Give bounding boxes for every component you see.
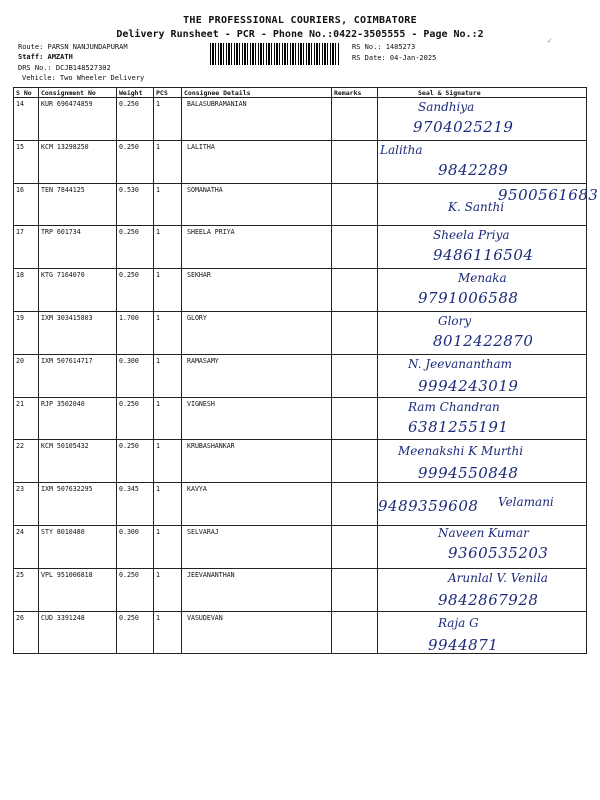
signature-phone: 9489359608 — [378, 497, 479, 516]
cell-consignee: RAMASAMY — [182, 354, 332, 397]
cell-signature — [378, 568, 587, 611]
cell-signature — [378, 226, 587, 269]
signature-name: Arunlal V. Venila — [448, 570, 548, 585]
cell-consignment: TRP 601734 — [39, 226, 117, 269]
cell-pcs: 1 — [154, 440, 182, 483]
company-title: THE PROFESSIONAL COURIERS, COIMBATORE — [183, 15, 417, 26]
col-pcs: PCS — [154, 88, 182, 98]
cell-consignment: RJP 3502040 — [39, 397, 117, 440]
signature-name: Sandhiya — [418, 100, 475, 114]
cell-consignment: KCM 13298250 — [39, 140, 117, 183]
signature-phone: 9994550848 — [418, 464, 519, 483]
corner-mark: ✓ — [547, 36, 552, 45]
table-row — [14, 140, 587, 183]
cell-consignment: TEN 7844125 — [39, 183, 117, 226]
cell-signature — [378, 269, 587, 312]
cell-weight: 0.250 — [117, 568, 154, 611]
cell-signature — [378, 140, 587, 183]
cell-consignee: KAVYA — [182, 483, 332, 526]
cell-weight: 0.250 — [117, 440, 154, 483]
cell-remarks — [332, 397, 378, 440]
cell-remarks — [332, 226, 378, 269]
cell-consignee: GLORY — [182, 311, 332, 354]
cell-signature — [378, 183, 599, 226]
cell-pcs: 1 — [154, 354, 182, 397]
cell-sno: 19 — [14, 311, 39, 354]
signature-name: Naveen Kumar — [438, 525, 529, 540]
cell-remarks — [332, 311, 378, 354]
signature-phone: 9944871 — [428, 635, 499, 654]
cell-signature — [378, 98, 587, 141]
cell-consignment: IXM 507614717 — [39, 354, 117, 397]
table-row — [14, 483, 587, 526]
cell-sno: 21 — [14, 397, 39, 440]
cell-weight: 0.250 — [117, 140, 154, 183]
signature-name: Lalitha — [380, 142, 423, 157]
runsheet-table — [13, 87, 599, 654]
cell-remarks — [332, 269, 378, 312]
cell-sno: 16 — [14, 183, 39, 226]
cell-remarks — [332, 140, 378, 183]
cell-pcs: 1 — [154, 140, 182, 183]
table-row — [14, 525, 587, 568]
cell-sno: 25 — [14, 568, 39, 611]
cell-consignee: VIGNESH — [182, 397, 332, 440]
cell-weight: 0.250 — [117, 226, 154, 269]
cell-consignee: SHEELA PRIYA — [182, 226, 332, 269]
table-row — [14, 354, 587, 397]
signature-phone: 9500561683 — [498, 185, 599, 204]
cell-weight: 0.300 — [117, 525, 154, 568]
cell-remarks — [332, 525, 378, 568]
cell-remarks — [332, 611, 378, 654]
cell-pcs: 1 — [154, 525, 182, 568]
signature-phone: 9486116504 — [433, 246, 534, 265]
cell-consignee: LALITHA — [182, 140, 332, 183]
cell-consignment: CUD 3391248 — [39, 611, 117, 654]
drs-label: DRS No.: DCJB148527302 — [18, 64, 111, 72]
cell-weight: 0.250 — [117, 397, 154, 440]
signature-name: Meenakshi K Murthi — [398, 444, 524, 459]
cell-sno: 20 — [14, 354, 39, 397]
signature-name: Ram Chandran — [408, 399, 500, 414]
cell-pcs: 1 — [154, 269, 182, 312]
table-row — [14, 183, 587, 226]
runsheet-subtitle: Delivery Runsheet - PCR - Phone No.:0422-3505555 - Page No.:2 — [116, 29, 484, 40]
cell-remarks — [332, 354, 378, 397]
cell-sno: 17 — [14, 226, 39, 269]
cell-weight: 0.300 — [117, 354, 154, 397]
table-row — [14, 226, 587, 269]
cell-consignee: JEEVANANTHAN — [182, 568, 332, 611]
cell-pcs: 1 — [154, 397, 182, 440]
route-label: Route: PARSN NANJUNDAPURAM — [18, 43, 128, 51]
signature-phone: 8012422870 — [433, 331, 534, 350]
rs-number: RS No.: 1485273 — [352, 43, 416, 51]
cell-sno: 24 — [14, 525, 39, 568]
cell-signature — [378, 397, 587, 440]
cell-remarks — [332, 440, 378, 483]
cell-pcs: 1 — [154, 611, 182, 654]
col-consignee: Consignee Details — [182, 88, 332, 98]
cell-remarks — [332, 183, 378, 226]
signature-name: Glory — [438, 313, 472, 328]
col-weight: Weight — [117, 88, 154, 98]
cell-weight: 0.250 — [117, 611, 154, 654]
cell-pcs: 1 — [154, 98, 182, 141]
cell-signature — [378, 440, 587, 483]
cell-weight: 0.345 — [117, 483, 154, 526]
col-sno: S No — [14, 88, 39, 98]
signature-phone: 9360535203 — [448, 543, 549, 562]
cell-pcs: 1 — [154, 183, 182, 226]
cell-sno: 23 — [14, 483, 39, 526]
table-row — [14, 440, 587, 483]
signature-name: Velamani — [498, 495, 554, 510]
signature-phone: 6381255191 — [408, 417, 509, 436]
cell-consignee: BALASUBRAMANIAN — [182, 98, 332, 141]
cell-sno: 22 — [14, 440, 39, 483]
cell-pcs: 1 — [154, 568, 182, 611]
cell-consignee: KRUBASHANKAR — [182, 440, 332, 483]
cell-signature — [378, 611, 587, 654]
col-consignment: Consignment No — [39, 88, 117, 98]
signature-phone: 9791006588 — [418, 289, 519, 308]
table-row — [14, 611, 587, 654]
table-header-row — [14, 88, 587, 98]
cell-remarks — [332, 568, 378, 611]
signature-phone: 9704025219 — [413, 118, 514, 136]
cell-remarks — [332, 483, 378, 526]
signature-name: Raja G — [438, 615, 479, 630]
cell-weight: 0.530 — [117, 183, 154, 226]
cell-signature — [378, 311, 587, 354]
cell-remarks — [332, 98, 378, 141]
cell-consignment: KUR 696474859 — [39, 98, 117, 141]
cell-signature — [378, 483, 587, 526]
col-remarks: Remarks — [332, 88, 378, 98]
signature-name: K. Santhi — [448, 199, 505, 214]
cell-signature — [378, 354, 587, 397]
table-row — [14, 311, 587, 354]
cell-consignment: IXM 303415803 — [39, 311, 117, 354]
table-row — [14, 568, 587, 611]
staff-label: Staff: AMZATH — [18, 53, 73, 61]
table-row — [14, 269, 587, 312]
cell-consignee: SOMANATHA — [182, 183, 332, 226]
cell-consignment: VPL 951006818 — [39, 568, 117, 611]
cell-pcs: 1 — [154, 311, 182, 354]
cell-sno: 14 — [14, 98, 39, 141]
signature-name: Sheela Priya — [433, 228, 510, 243]
signature-phone: 9842867928 — [438, 590, 539, 609]
signature-phone: 9842289 — [438, 160, 509, 179]
signature-phone: 9994243019 — [418, 376, 519, 395]
cell-consignment: IXM 507632295 — [39, 483, 117, 526]
cell-consignment: STY 8010480 — [39, 525, 117, 568]
cell-sno: 18 — [14, 269, 39, 312]
cell-weight: 0.250 — [117, 98, 154, 141]
cell-sno: 26 — [14, 611, 39, 654]
cell-weight: 1.700 — [117, 311, 154, 354]
cell-signature — [378, 525, 587, 568]
cell-pcs: 1 — [154, 226, 182, 269]
cell-consignee: SELVARAJ — [182, 525, 332, 568]
table-row — [14, 397, 587, 440]
rs-date: RS Date: 04-Jan-2025 — [352, 54, 437, 62]
table-row — [14, 98, 587, 141]
col-signature: Seal & Signature — [378, 88, 587, 98]
signature-name: N. Jeevanantham — [408, 356, 513, 371]
cell-consignee: VASUDEVAN — [182, 611, 332, 654]
cell-sno: 15 — [14, 140, 39, 183]
barcode — [210, 43, 340, 65]
cell-consignment: KCM 50105432 — [39, 440, 117, 483]
signature-name: Menaka — [458, 271, 507, 286]
cell-consignee: SEKHAR — [182, 269, 332, 312]
cell-consignment: KTG 7164070 — [39, 269, 117, 312]
cell-pcs: 1 — [154, 483, 182, 526]
vehicle-label: Vehicle: Two Wheeler Delivery — [22, 74, 145, 82]
cell-weight: 0.250 — [117, 269, 154, 312]
